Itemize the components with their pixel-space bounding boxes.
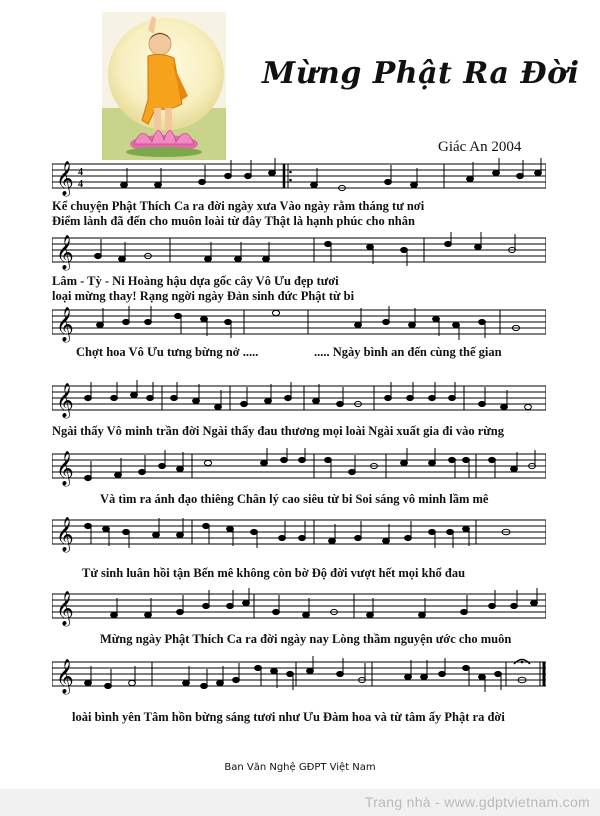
song-title: Mừng Phật Ra Đời [262, 56, 580, 91]
lyric-verse: Mừng ngày Phật Thích Ca ra đời ngày nay Lòng thầm nguyện ước cho muôn [100, 632, 512, 646]
music-staff [52, 232, 546, 272]
svg-text:𝄞: 𝄞 [56, 307, 74, 342]
svg-text:𝄞: 𝄞 [56, 451, 74, 486]
lyric-line: Ngài thấy Vô minh trần đời Ngài thấy đau thương mọi loài Ngài xuất gia đi vào rừng [52, 424, 504, 438]
music-staff [52, 380, 546, 420]
svg-text:𝄞: 𝄞 [56, 591, 74, 626]
svg-text:𝄞: 𝄞 [56, 659, 74, 694]
publisher-credit: Ban Văn Nghệ GĐPT Việt Nam [224, 762, 376, 773]
music-staff [52, 588, 546, 628]
svg-text:𝄞: 𝄞 [56, 161, 74, 196]
svg-text:𝄞: 𝄞 [56, 383, 74, 418]
lyric-verse: Tử sinh luân hồi tận Bến mê không còn bờ Độ đời vượt hết mọi khổ đau [82, 566, 466, 580]
lyric-verse: loài bình yên Tâm hồn bừng sáng tươi như Ưu Đàm hoa và từ tâm ấy Phật ra đời [72, 710, 505, 724]
svg-text:𝄞: 𝄞 [56, 235, 74, 270]
lyric-line: Lâm - Tỳ - Ni Hoàng hậu dựa gốc cây Vô Ưu đẹp tươi [52, 274, 339, 288]
music-staff [52, 514, 546, 554]
lyric-verse: ..... Ngày bình an đến cùng thế gian [314, 345, 502, 359]
baby-buddha-illustration [102, 12, 226, 160]
lyric-verse: Và tìm ra ánh đạo thiêng Chân lý cao siêu từ bi Soi sáng vô minh lầm mê [100, 492, 489, 506]
lyric-line: Kể chuyện Phật Thích Ca ra đời ngày xưa Vào ngày rằm tháng tư nơi [52, 199, 425, 213]
svg-text:4: 4 [78, 179, 83, 190]
music-staff [52, 158, 546, 198]
music-staff [52, 448, 546, 488]
svg-text:𝄞: 𝄞 [56, 517, 74, 552]
website-footer: Trang nhà - www.gdptvietnam.com [364, 794, 590, 810]
footer-bar [0, 789, 600, 816]
svg-text:4: 4 [78, 167, 83, 178]
lyric-verse: Chợt hoa Vô Ưu tưng bừng nở ..... [76, 345, 259, 359]
composer-credit: Giác An 2004 [438, 139, 522, 155]
lyric-line: loại mừng thay! Rạng ngời ngày Đản sinh đức Phật từ bi [52, 289, 355, 303]
music-staff [52, 656, 546, 696]
music-staff [52, 304, 546, 344]
lyric-line: Điểm lành đã đến cho muôn loài từ đây Thật là hạnh phúc cho nhân [52, 214, 415, 228]
